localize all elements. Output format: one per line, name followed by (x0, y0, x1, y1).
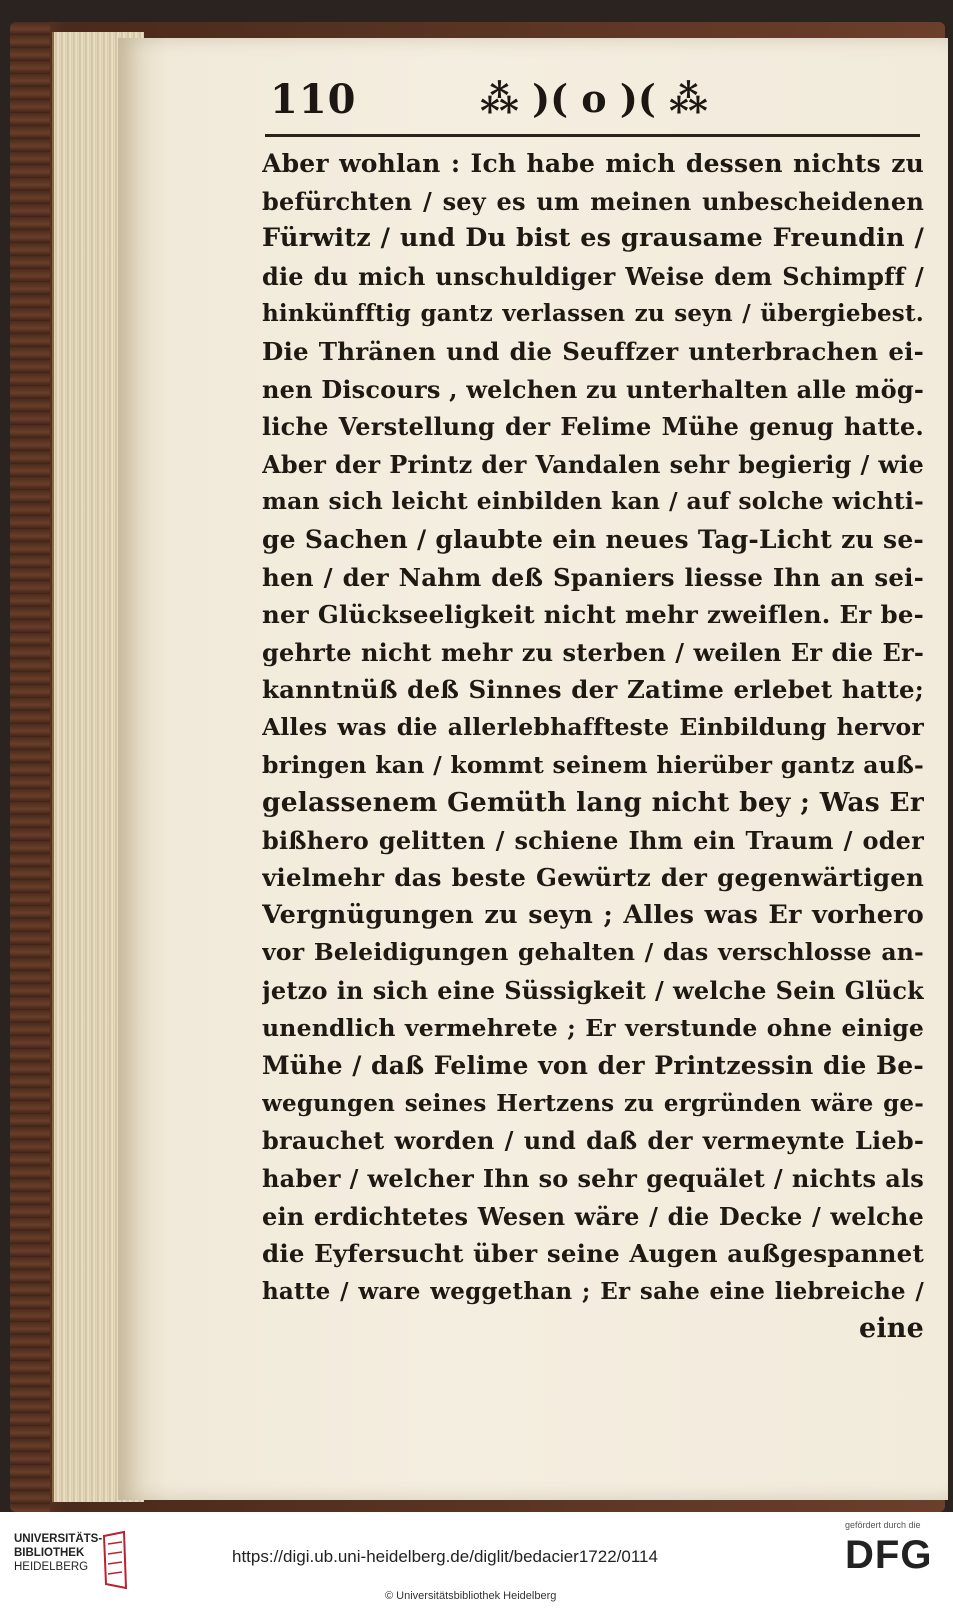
text-line: eine (858, 1313, 924, 1345)
institution-line-1: UNIVERSITÄTS- (14, 1533, 103, 1545)
text-line: Die Thränen und die Seuffzer unterbrachen ei- (262, 336, 924, 366)
text-line: brauchet worden / und daß der vermeynte Lieb- (262, 1126, 924, 1156)
text-line: hen / der Nahm deß Spaniers liesse Ihn an sei- (262, 562, 924, 592)
text-line: Vergnügungen zu seyn ; Alles was Er vorhero (262, 899, 924, 930)
copyright-notice: © Universitätsbibliothek Heidelberg (385, 1590, 557, 1602)
text-line: Aber der Printz der Vandalen sehr begierig / wie (262, 449, 924, 479)
text-line: wegungen seines Hertzens zu ergründen wäre ge- (262, 1089, 924, 1117)
text-line: die du mich unschuldiger Weise dem Schimpff / (262, 261, 924, 291)
text-line: befürchten / sey es um meinen unbescheidenen (262, 186, 924, 216)
body-text (262, 145, 924, 1348)
text-line: ein erdichtetes Wesen wäre / die Decke / welche (262, 1201, 924, 1231)
text-line: ge Sachen / glaubte ein neues Tag-Licht zu se- (262, 524, 924, 554)
text-line: haber / welcher Ihn so sehr gequälet / nichts als (262, 1164, 924, 1194)
text-line: jetzo in sich eine Süssigkeit / welche Sein Glück (262, 976, 924, 1006)
text-line: bißhero gelitten / schiene Ihm ein Traum / oder (262, 825, 924, 855)
text-line: gelassenem Gemüth lang nicht bey ; Was Er (262, 787, 924, 819)
header-ornament: ⁂ )( o )( ⁂ (480, 76, 708, 121)
text-line: hatte / ware weggethan ; Er sahe eine liebreiche / (262, 1277, 924, 1305)
institution-line-3: HEIDELBERG (14, 1561, 89, 1573)
text-line: kanntnüß deß Sinnes der Zatime erlebet hatte; (262, 675, 924, 705)
dfg-logo: DFG (845, 1533, 933, 1577)
funding-caption: gefördert durch die (845, 1520, 921, 1530)
book-spine-edge (10, 22, 50, 1512)
text-line: Aber wohlan : Ich habe mich dessen nichts zu (262, 149, 924, 178)
text-line: die Eyfersucht über seine Augen außgespannet (262, 1239, 924, 1269)
header-rule (265, 134, 920, 137)
text-line: liche Verstellung der Felime Mühe genug hatte. (262, 412, 924, 442)
text-line: gehrte nicht mehr zu sterben / weilen Er die Er- (262, 637, 924, 667)
institution-logo-text (14, 1532, 102, 1574)
permalink-url[interactable]: https://digi.ub.uni-heidelberg.de/diglit/bedacier1722/0114 (232, 1547, 658, 1566)
university-logo-icon (100, 1530, 130, 1590)
text-line: Alles was die allerlebhaffteste Einbildung hervor (262, 712, 924, 741)
text-line: vor Beleidigungen gehalten / das verschlosse an- (262, 938, 924, 967)
page-header (270, 76, 920, 136)
text-line: ner Glückseeligkeit nicht mehr zweiflen. Er be- (262, 600, 924, 630)
text-line: Mühe / daß Felime von der Printzessin die Be- (262, 1051, 924, 1081)
text-line: hinkünfftig gantz verlassen zu seyn / übergiebest. (262, 300, 924, 328)
text-line: unendlich vermehrete ; Er verstunde ohne einige (262, 1013, 924, 1042)
text-line: nen Discours , welchen zu unterhalten alle mög- (262, 374, 924, 404)
institution-line-2: BIBLIOTHEK (14, 1547, 85, 1559)
text-line: bringen kan / kommt seinem hierüber gantz auß- (262, 750, 924, 779)
text-line: vielmehr das beste Gewürtz der gegenwärtigen (262, 863, 924, 893)
text-line: Fürwitz / und Du bist es grausame Freundin / (262, 223, 924, 254)
page-number: 110 (270, 76, 357, 123)
text-line: man sich leicht einbilden kan / auf solche wichti- (262, 487, 924, 516)
